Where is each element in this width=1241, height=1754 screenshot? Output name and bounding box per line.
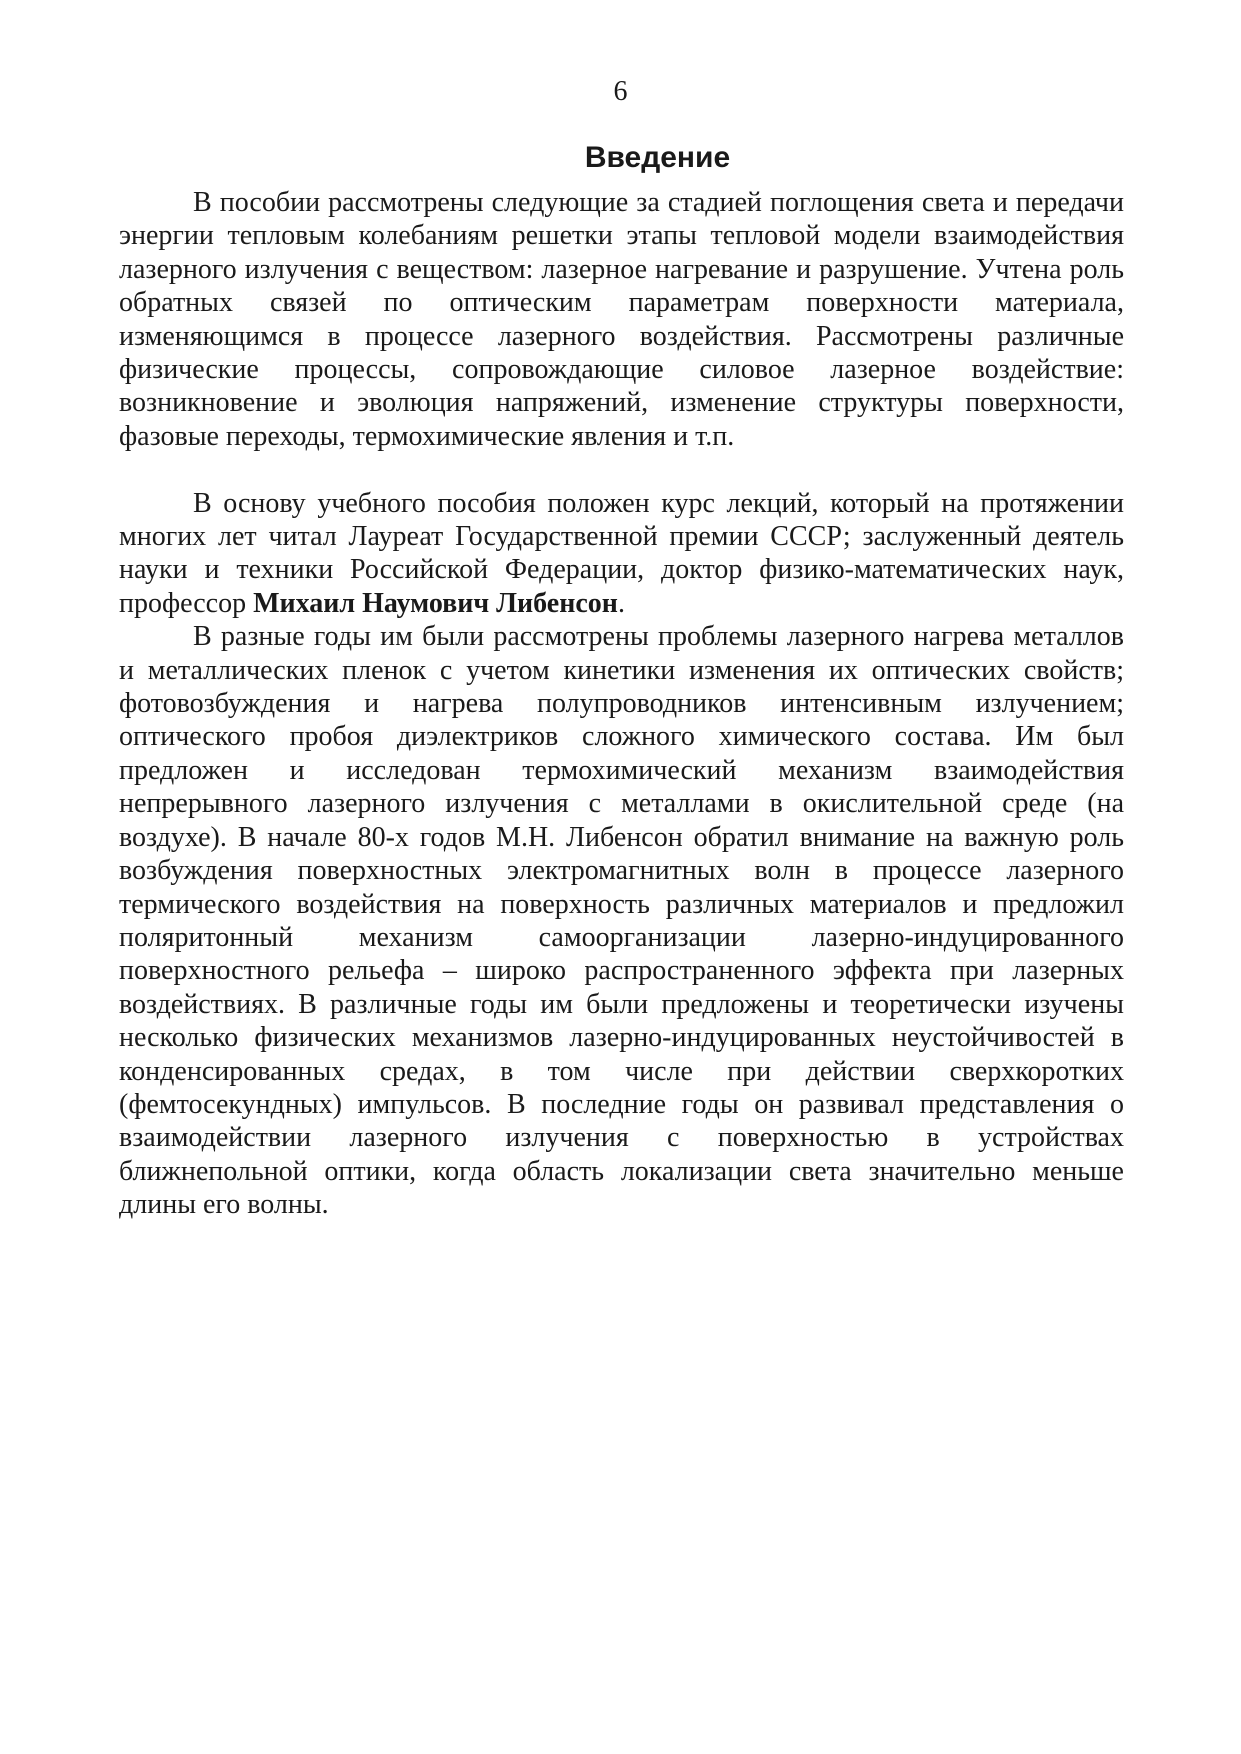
document-body [119,186,1124,1222]
paragraph-research: В разные годы им были рассмотрены проблемы лазерного нагрева металлов и металлических пленок с учетом кинетики изменения их оптических свойств; фотовозбуждения и нагрева полупроводников интенсивным излучением; оптического пробоя диэлектриков сложного химического состава. Им был предложен и исследован термохимический механизм взаимодействия непрерывного лазерного излучения с металлами в окислительной среде (на воздухе). В начале 80-х годов М.Н. Либенсон обратил внимание на важную роль возбуждения поверхностных электромагнитных волн в процессе лазерного термического воздействия на поверхность различных материалов и предложил поляритонный механизм самоорганизации лазерно-индуцированного поверхностного рельефа – широко распространенного эффекта при лазерных воздействиях. В различные годы им были предложены и теоретически изучены несколько физических механизмов лазерно-индуцированных неустойчивостей в конденсированных средах, в том числе при действии сверхкоротких (фемтосекундных) импульсов. В последние годы он развивал представления о взаимодействии лазерного излучения с поверхностью в устройствах ближнепольной оптики, когда область локализации света значительно меньше длины его волны. [119,621,1124,1221]
paragraph-course-basis-end: . [617,587,625,619]
section-heading-text: Введение [584,141,731,174]
page-number: 6 [613,76,628,107]
paragraph-course-basis [119,487,1124,621]
paragraph-course-basis-text: В основу учебного пособия положен курс лекций, который на протяжении многих лет читал Лауреат Государственной премии СССР; заслуженный деятель науки и техники Российской Федерации, доктор физико-математических наук, профессор [119,487,1124,619]
author-name: Михаил Наумович Либенсон [253,587,618,619]
section-heading [0,140,1241,176]
paragraph-intro: В пособии рассмотрены следующие за стадией поглощения света и передачи энергии тепловым колебаниям решетки этапы тепловой модели взаимодействия лазерного излучения с веществом: лазерное нагревание и разрушение. Учтена роль обратных связей по оптическим параметрам поверхности материала, изменяющимся в процессе лазерного воздействия. Рассмотрены различные физические процессы, сопровождающие силовое лазерное воздействие: возникновение и эволюция напряжений, изменение структуры поверхности, фазовые переходы, термохимические явления и т.п. [119,187,1124,452]
